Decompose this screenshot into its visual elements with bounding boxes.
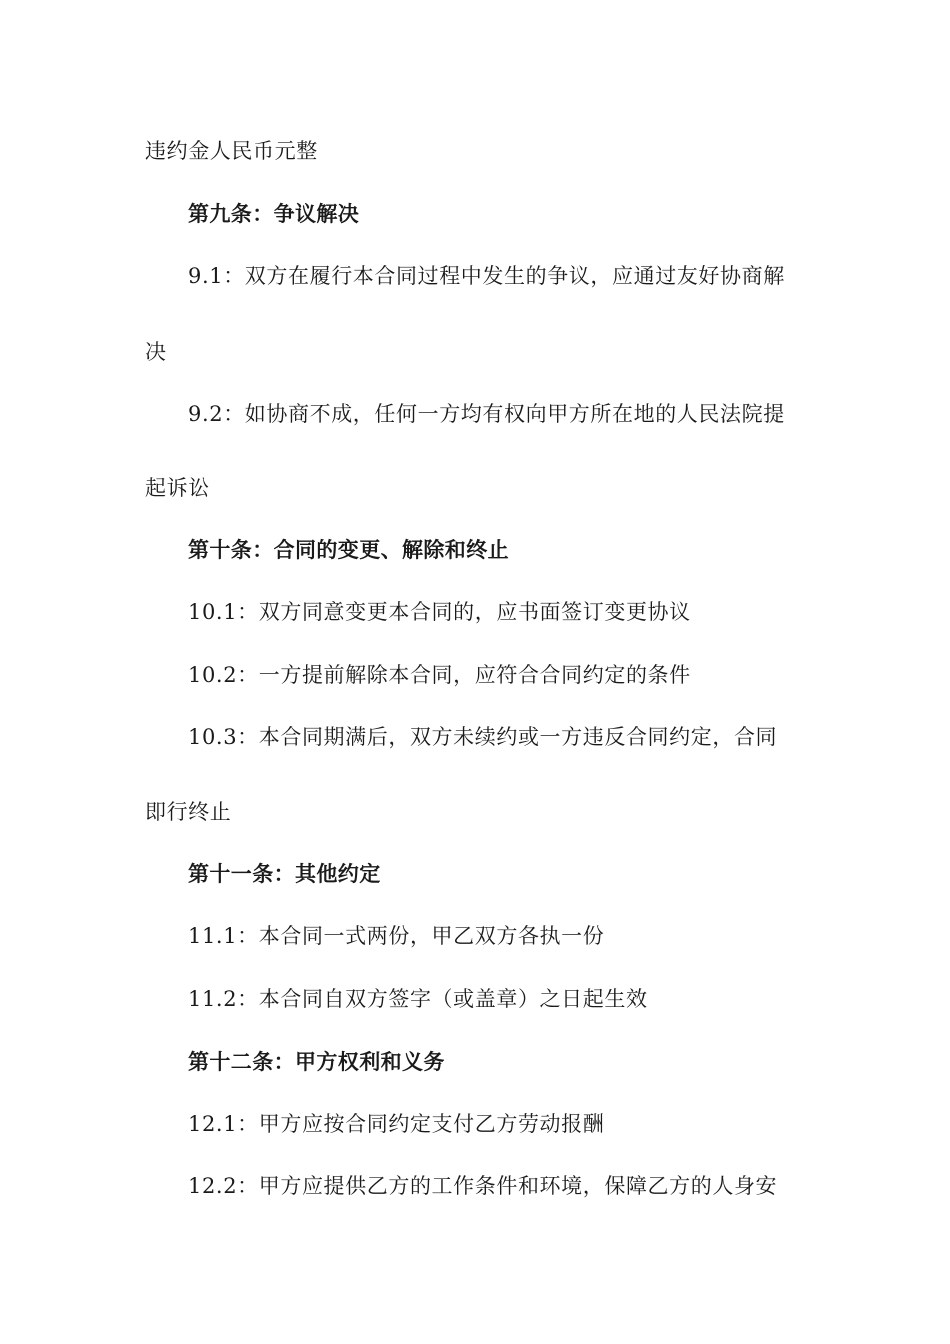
paragraph-continuation: 违约金人民币元整 xyxy=(145,139,318,163)
section-heading-article-9: 第九条：争议解决 xyxy=(188,202,360,226)
clause-11-2: 11.2：本合同自双方签字（或盖章）之日起生效 xyxy=(188,987,648,1011)
clause-11-1: 11.1：本合同一式两份，甲乙双方各执一份 xyxy=(188,924,605,948)
clause-10-3-continuation: 即行终止 xyxy=(145,800,232,824)
clause-12-1: 12.1：甲方应按合同约定支付乙方劳动报酬 xyxy=(188,1112,605,1136)
section-heading-article-11: 第十一条：其他约定 xyxy=(188,862,381,886)
clause-12-2: 12.2：甲方应提供乙方的工作条件和环境，保障乙方的人身安 xyxy=(188,1174,778,1198)
clause-9-2-continuation: 起诉讼 xyxy=(145,476,210,500)
clause-9-2: 9.2：如协商不成，任何一方均有权向甲方所在地的人民法院提 xyxy=(188,402,785,426)
clause-10-3: 10.3：本合同期满后，双方未续约或一方违反合同约定，合同 xyxy=(188,725,778,749)
section-heading-article-12: 第十二条：甲方权利和义务 xyxy=(188,1050,445,1074)
section-heading-article-10: 第十条：合同的变更、解除和终止 xyxy=(188,538,509,562)
clause-10-1: 10.1：双方同意变更本合同的，应书面签订变更协议 xyxy=(188,600,691,624)
clause-10-2: 10.2：一方提前解除本合同，应符合合同约定的条件 xyxy=(188,663,691,687)
clause-9-1: 9.1：双方在履行本合同过程中发生的争议，应通过友好协商解 xyxy=(188,264,785,288)
clause-9-1-continuation: 决 xyxy=(145,340,167,364)
